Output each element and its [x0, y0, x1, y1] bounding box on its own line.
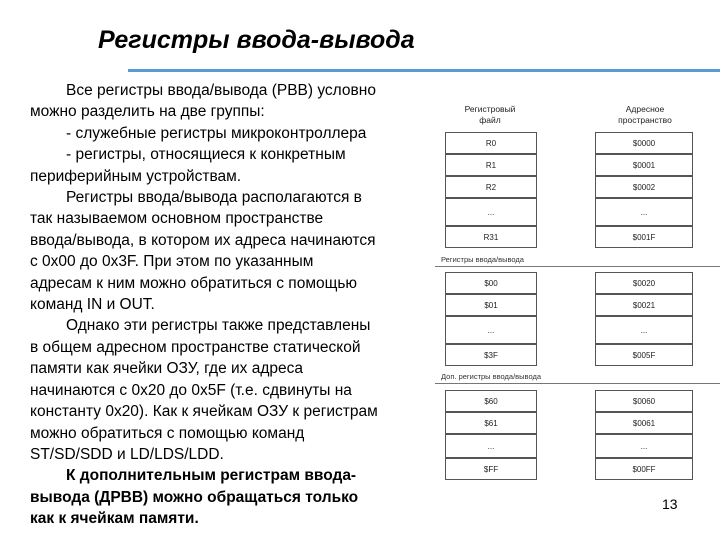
address-cell: $0060 — [595, 390, 693, 412]
address-cell: $005F — [595, 344, 693, 366]
register-cell: $3F — [445, 344, 537, 366]
text-line: константу 0x20). Как к ячейкам ОЗУ к регистрам — [30, 403, 378, 421]
text-line: Однако эти регистры также представлены — [66, 317, 371, 335]
address-cell: $0021 — [595, 294, 693, 316]
register-cell: R0 — [445, 132, 537, 154]
io-registers-label: Регистры ввода/вывода — [435, 255, 720, 265]
extended-io-registers-label: Доп. регистры ввода/вывода — [435, 372, 720, 382]
page-number: 13 — [662, 496, 678, 512]
text-line: так называемом основном пространстве — [30, 210, 324, 228]
text-line: - регистры, относящиеся к конкретным — [66, 146, 346, 164]
title-rule-gap — [88, 69, 128, 72]
text-line: - служебные регистры микроконтроллера — [66, 124, 367, 142]
address-cell: $0061 — [595, 412, 693, 434]
text-line: ввода/вывода, в котором их адреса начинаются — [30, 231, 376, 249]
address-cell: $00FF — [595, 458, 693, 480]
register-cell: $FF — [445, 458, 537, 480]
text-line: в общем адресном пространстве статической — [30, 338, 361, 356]
text-line: Все регистры ввода/вывода (РВВ) условно — [66, 82, 376, 99]
title-rule — [88, 69, 720, 72]
text-line-bold: К дополнительным регистрам ввода- — [66, 467, 357, 485]
register-cell: R1 — [445, 154, 537, 176]
register-map-diagram — [435, 100, 720, 480]
register-cell: ... — [445, 316, 537, 344]
text-line: памяти как ячейки ОЗУ, где их адреса — [30, 360, 304, 378]
text-line-bold: как к ячейкам памяти. — [30, 510, 199, 528]
address-cell: $0002 — [595, 176, 693, 198]
text-line: Регистры ввода/вывода располагаются в — [66, 189, 362, 207]
address-cell: $0001 — [595, 154, 693, 176]
register-cell: $00 — [445, 272, 537, 294]
text-line-bold: вывода (ДРВВ) можно обращаться только — [30, 488, 359, 506]
text-line: можно разделить на две группы: — [30, 103, 265, 121]
text-line: ST/SD/SDD и LD/LDS/LDD. — [30, 445, 224, 463]
header-register-file: Регистровый файл — [464, 104, 516, 125]
address-cell: $001F — [595, 226, 693, 248]
address-cell: $0000 — [595, 132, 693, 154]
address-cell: $0020 — [595, 272, 693, 294]
text-line: начинаются с 0x20 до 0x5F (т.е. сдвинуты на — [30, 381, 352, 399]
address-cell: ... — [595, 434, 693, 458]
body-text — [30, 80, 430, 530]
register-cell: ... — [445, 198, 537, 226]
register-cell: $61 — [445, 412, 537, 434]
header-address-space: Адресное пространство — [618, 104, 672, 125]
text-line: можно обратиться с помощью команд — [30, 424, 305, 442]
slide-title: Регистры ввода-вывода — [98, 26, 415, 54]
text-line: адресам к ним можно обратиться с помощью — [30, 274, 358, 292]
register-cell: $01 — [445, 294, 537, 316]
text-line: команд IN и OUT. — [30, 296, 155, 314]
text-line: периферийным устройствам. — [30, 167, 242, 185]
address-cell: ... — [595, 198, 693, 226]
address-cell: ... — [595, 316, 693, 344]
text-line: с 0x00 до 0x3F. При этом по указанным — [30, 253, 314, 271]
register-cell: ... — [445, 434, 537, 458]
register-cell: R31 — [445, 226, 537, 248]
register-cell: $60 — [445, 390, 537, 412]
register-cell: R2 — [445, 176, 537, 198]
